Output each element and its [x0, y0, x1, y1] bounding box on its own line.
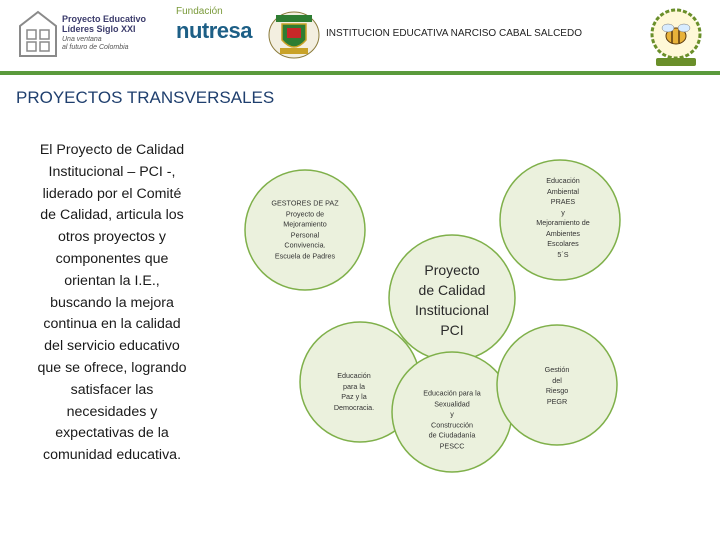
page-title: PROYECTOS TRANSVERSALES: [16, 88, 275, 107]
paragraph-line: otros proyectos y: [57, 229, 167, 246]
house-icon: [18, 10, 58, 58]
institution-name: INSTITUCION EDUCATIVA NARCISO CABAL SALCEDO: [326, 28, 582, 39]
paragraph-line: del servicio educativo: [44, 338, 180, 355]
lideres-siglo-xxi-logo: [18, 6, 168, 64]
paragraph-line: de Calidad, articula los: [40, 207, 184, 224]
shield-icon: [268, 10, 320, 60]
node-pci-center: Proyecto de Calidad Institucional PCI: [415, 262, 489, 338]
environmental-badge: [642, 6, 710, 68]
header-bar: [0, 0, 720, 72]
school-shield: [268, 10, 320, 60]
logo-tagline: Una ventana al futuro de Colombia: [62, 36, 129, 51]
paragraph-line: orientan la I.E.,: [64, 272, 160, 289]
node-gestores: GESTORES DE PAZ Proyecto de Mejoramiento Personal Convivencia. Escuela de Padres: [271, 198, 339, 260]
paragraph-line: El Proyecto de Calidad: [39, 142, 185, 158]
paragraph-line: expectativas de la: [55, 425, 169, 442]
pci-description: [14, 140, 210, 467]
pci-diagram: [220, 140, 720, 540]
header-divider: [0, 71, 720, 75]
fundacion-nutresa-logo: Fundación nutresa: [176, 6, 252, 43]
node-sexualidad: Educación para la Sexualidad y Construcción de Ciudadanía PESCC: [423, 388, 481, 450]
paragraph-line: buscando la mejora: [50, 294, 174, 311]
paragraph-line: Institucional – PCI -,: [48, 163, 176, 180]
paragraph-line: comunidad educativa.: [42, 447, 182, 464]
node-ambiental: Educación Ambiental PRAES y Mejoramiento de Ambientes Escolares 5´S: [536, 176, 590, 259]
paragraph-line: que se ofrece, logrando: [37, 359, 187, 376]
paragraph-line: necesidades y: [66, 403, 158, 420]
paragraph-line: continua en la calidad: [43, 316, 181, 333]
logo-title: Proyecto Educativo Líderes Siglo XXI: [62, 14, 147, 34]
node-paz: Educación para la Paz y la Democracia.: [333, 371, 375, 412]
node-riesgo: Gestión del Riesgo PEGR: [544, 365, 570, 406]
paragraph-line: componentes que: [55, 250, 169, 267]
paragraph-line: liderado por el Comité: [42, 185, 182, 202]
paragraph-line: satisfacer las: [70, 381, 154, 398]
bee-badge-icon: [642, 6, 710, 68]
